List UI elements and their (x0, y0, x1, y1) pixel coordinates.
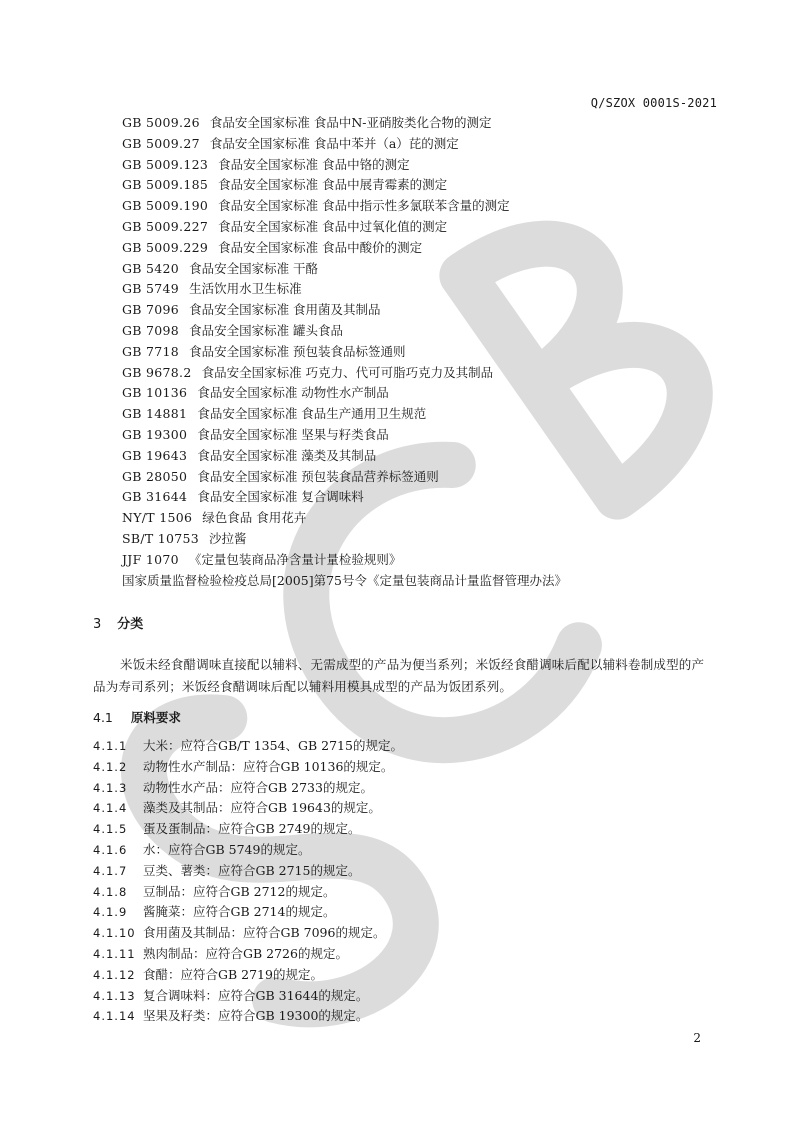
reference-item (122, 321, 722, 342)
requirement-number: 4.1.14 (93, 1009, 136, 1024)
requirement-item (93, 736, 713, 757)
raw-material-requirements-list (93, 736, 713, 1027)
reference-title: 食品安全国家标准 食品生产通用卫生规范 (197, 406, 427, 422)
reference-item (122, 383, 722, 404)
requirement-text: 食醋：应符合GB 2719的规定。 (143, 966, 323, 982)
reference-item (122, 300, 722, 321)
requirement-number: 4.1.3 (93, 780, 128, 795)
requirement-number: 4.1.8 (93, 884, 128, 899)
reference-title: 绿色食品 食用花卉 (202, 510, 307, 526)
reference-item (122, 259, 722, 280)
requirement-text: 熟肉制品：应符合GB 2726的规定。 (143, 945, 348, 961)
reference-title: 食品安全国家标准 预包装食品营养标签通则 (197, 468, 439, 484)
reference-code: SB/T 10753 (122, 530, 200, 546)
reference-code: GB 5009.26 (122, 115, 200, 130)
reference-title: 食品安全国家标准 食品中铬的测定 (218, 156, 410, 172)
reference-title: 食品安全国家标准 食品中过氧化值的测定 (218, 218, 448, 234)
requirement-item (93, 944, 713, 965)
requirement-item (93, 986, 713, 1007)
reference-title: 食品安全国家标准 复合调味料 (197, 489, 364, 505)
reference-item (122, 113, 722, 134)
reference-title: 食品安全国家标准 巧克力、代可可脂巧克力及其制品 (201, 364, 494, 380)
requirement-number: 4.1.7 (93, 863, 128, 878)
reference-item (122, 196, 722, 217)
requirement-text: 动物性水产制品：应符合GB 10136的规定。 (143, 758, 394, 774)
reference-code: GB 5009.27 (122, 135, 200, 151)
reference-item (122, 404, 722, 425)
reference-item (122, 508, 722, 529)
reference-item (122, 279, 722, 300)
reference-item (122, 571, 722, 592)
requirement-text: 酱腌菜：应符合GB 2714的规定。 (143, 904, 336, 920)
requirement-text: 豆类、薯类：应符合GB 2715的规定。 (143, 862, 361, 878)
reference-title: 食品安全国家标准 食品中酸价的测定 (218, 239, 423, 255)
requirement-text: 豆制品：应符合GB 2712的规定。 (143, 883, 336, 899)
reference-code: GB 19300 (122, 426, 188, 442)
reference-title: 食品安全国家标准 干酪 (189, 260, 319, 276)
requirement-text: 复合调味料：应符合GB 31644的规定。 (143, 987, 369, 1003)
reference-code: GB 5749 (122, 281, 180, 297)
reference-code: GB 10136 (122, 385, 188, 401)
reference-code: GB 5009.185 (122, 177, 209, 193)
requirement-item (93, 819, 713, 840)
requirement-text: 藻类及其制品：应符合GB 19643的规定。 (143, 800, 381, 816)
requirement-item (93, 798, 713, 819)
requirement-number: 4.1.4 (93, 801, 128, 816)
requirement-number: 4.1.13 (93, 988, 136, 1003)
reference-code: GB 7718 (122, 343, 180, 359)
reference-title: 国家质量监督检验检疫总局[2005]第75号令《定量包装商品计量监督管理办法》 (122, 572, 567, 588)
requirement-item (93, 923, 713, 944)
normative-references-list (122, 113, 722, 591)
reference-item (122, 467, 722, 488)
reference-code: GB 7098 (122, 322, 180, 338)
reference-item (122, 363, 722, 384)
section-title: 分类 (117, 617, 144, 632)
requirement-text: 动物性水产品：应符合GB 2733的规定。 (143, 779, 373, 795)
requirement-number: 4.1.9 (93, 905, 128, 920)
requirement-text: 蛋及蛋制品：应符合GB 2749的规定。 (143, 821, 361, 837)
reference-title: 生活饮用水卫生标准 (189, 281, 302, 297)
reference-title: 食品安全国家标准 坚果与籽类食品 (197, 426, 389, 442)
reference-title: 食品安全国家标准 预包装食品标签通则 (189, 343, 406, 359)
requirement-text: 食用菌及其制品：应符合GB 7096的规定。 (143, 925, 386, 941)
reference-code: GB 19643 (122, 447, 188, 463)
requirement-item (93, 861, 713, 882)
reference-code: JJF 1070 (122, 551, 179, 567)
reference-code: GB 5420 (122, 260, 180, 276)
requirement-number: 4.1.5 (93, 822, 128, 837)
reference-title: 《定量包装商品净含量计量检验规则》 (188, 551, 402, 567)
requirement-number: 4.1.12 (93, 967, 136, 982)
reference-code: GB 5009.123 (122, 156, 209, 172)
reference-item (122, 238, 722, 259)
requirement-text: 水：应符合GB 5749的规定。 (143, 841, 311, 857)
reference-title: 食品安全国家标准 食品中指示性多氯联苯含量的测定 (218, 198, 510, 214)
reference-code: GB 5009.190 (122, 198, 209, 214)
reference-item (122, 487, 722, 508)
reference-title: 食品安全国家标准 罐头食品 (189, 322, 344, 338)
requirement-item (93, 902, 713, 923)
requirement-item (93, 882, 713, 903)
reference-item (122, 550, 722, 571)
subsection-title: 原料要求 (130, 710, 181, 725)
reference-title: 食品安全国家标准 食用菌及其制品 (189, 302, 381, 318)
reference-item (122, 134, 722, 155)
reference-title: 食品安全国家标准 食品中展青霉素的测定 (218, 177, 448, 193)
reference-code: GB 5009.227 (122, 218, 209, 234)
reference-item (122, 425, 722, 446)
requirement-text: 坚果及籽类：应符合GB 19300的规定。 (143, 1008, 369, 1024)
reference-item (122, 217, 722, 238)
reference-item (122, 529, 722, 550)
reference-title: 食品安全国家标准 藻类及其制品 (197, 447, 377, 463)
requirement-item (93, 965, 713, 986)
requirement-number: 4.1.6 (93, 842, 128, 857)
reference-title: 食品安全国家标准 食品中苯并（a）芘的测定 (209, 135, 459, 151)
requirement-number: 4.1.11 (93, 946, 136, 961)
reference-title: 食品安全国家标准 食品中N-亚硝胺类化合物的测定 (209, 115, 492, 130)
reference-code: GB 7096 (122, 302, 180, 318)
requirement-number: 4.1.1 (93, 739, 128, 753)
subsection-number: 4.1 (93, 710, 113, 725)
reference-item (122, 155, 722, 176)
reference-item (122, 342, 722, 363)
requirement-text: 大米：应符合GB/T 1354、GB 2715的规定。 (143, 738, 403, 753)
reference-code: GB 31644 (122, 489, 188, 505)
reference-title: 食品安全国家标准 动物性水产制品 (197, 385, 389, 401)
reference-item (122, 175, 722, 196)
requirement-item (93, 778, 713, 799)
requirement-number: 4.1.10 (93, 926, 136, 941)
reference-code: GB 28050 (122, 468, 188, 484)
requirement-item (93, 757, 713, 778)
requirement-item (93, 1006, 713, 1027)
requirement-item (93, 840, 713, 861)
reference-code: GB 5009.229 (122, 239, 209, 255)
reference-code: GB 14881 (122, 406, 188, 422)
reference-code: GB 9678.2 (122, 364, 192, 380)
reference-title: 沙拉酱 (209, 530, 247, 546)
reference-code: NY/T 1506 (122, 510, 193, 526)
classification-paragraph: 米饭未经食醋调味直接配以辅料、无需成型的产品为便当系列；米饭经食醋调味后配以辅料卷制成型的产品为寿司系列；米饭经食醋调味后配以辅料用模具成型的产品为饭团系列。 (93, 657, 705, 694)
section-3-heading (93, 613, 143, 632)
section-4-1-heading (93, 708, 181, 726)
section-number: 3 (93, 617, 102, 632)
requirement-number: 4.1.2 (93, 759, 128, 774)
page-number: 2 (693, 1031, 701, 1045)
document-id: Q/SZOX 0001S-2021 (590, 96, 717, 110)
reference-item (122, 446, 722, 467)
